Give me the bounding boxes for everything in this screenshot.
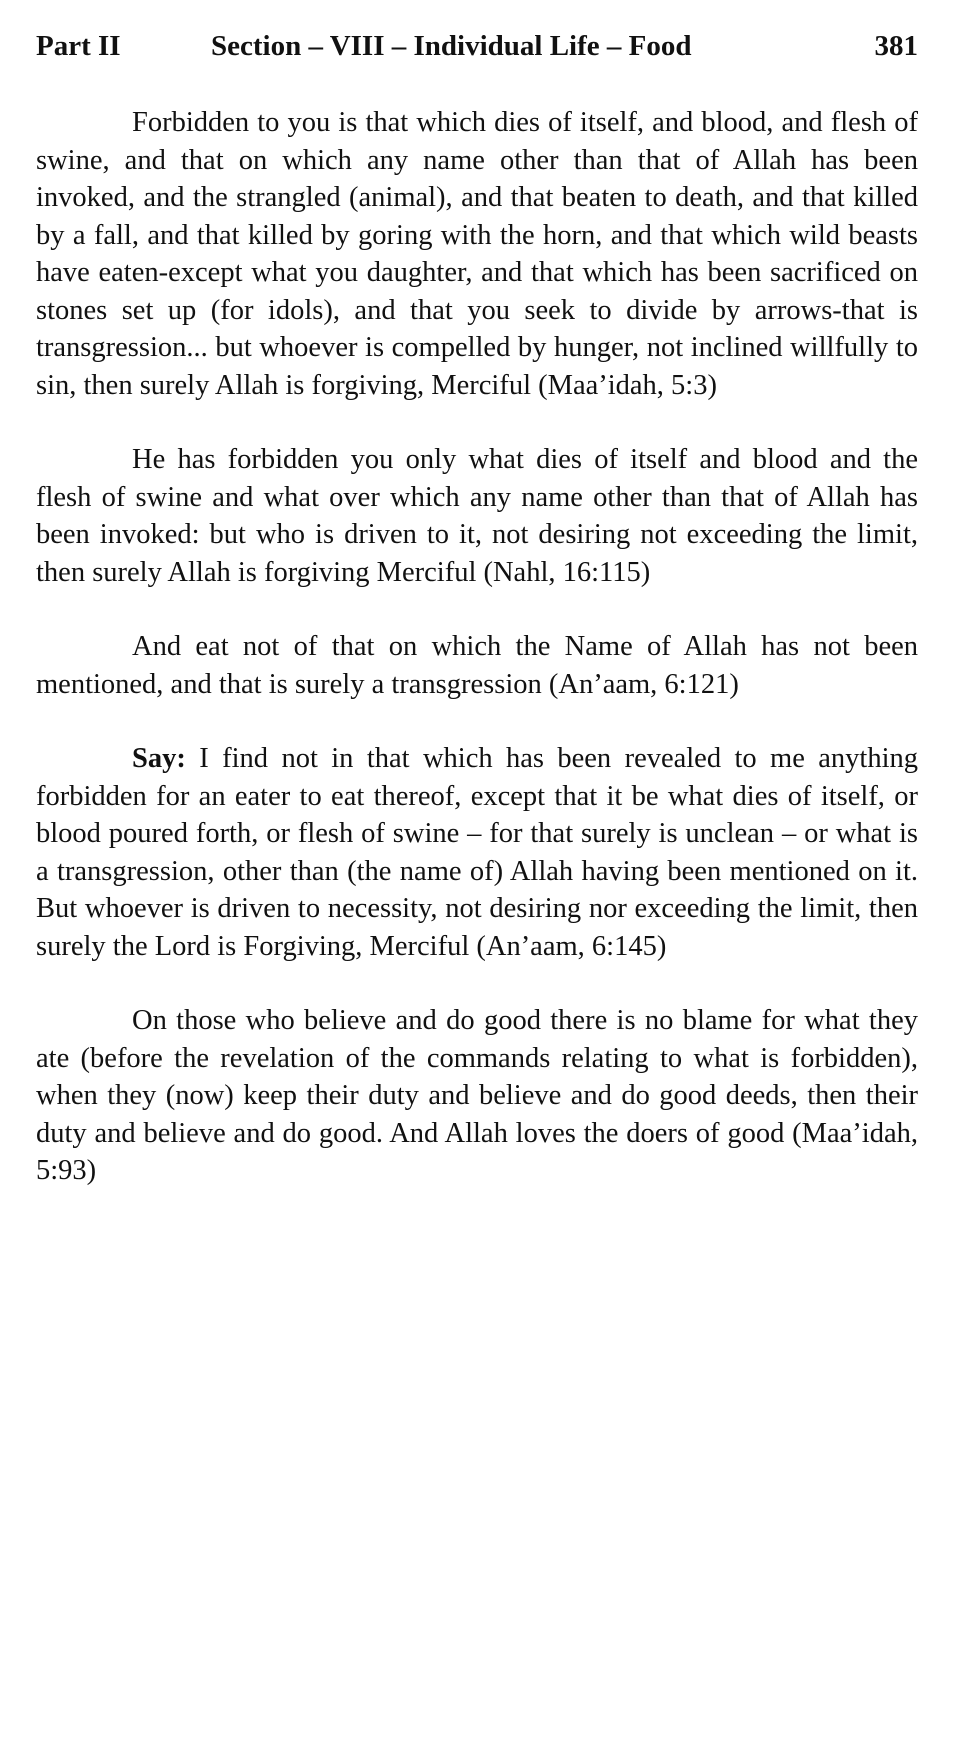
paragraph-3-text: And eat not of that on which the Name of Allah has not been mentioned, and that is surely a transgression (An’aam, 6:121): [36, 631, 918, 700]
header-part: Part II: [36, 30, 121, 62]
paragraph-5-text: On those who believe and do good there is no blame for what they ate (before the revelation of the commands relating to what is forbidden), when they (now) keep their duty and believe and do good deeds, then their duty and believe and do good. And Allah loves the doers of good (Maa’idah, 5:93): [36, 1005, 918, 1186]
paragraph-2-text: He has forbidden you only what dies of itself and blood and the flesh of swine and what over which any name other than that of Allah has been invoked: but who is driven to it, not desiring not exceeding the limit, then surely Allah is forgiving Merciful (Nahl, 16:115): [36, 444, 918, 588]
paragraph-2: [36, 441, 918, 591]
paragraph-4-text: I find not in that which has been revealed to me anything forbidden for an eater to eat thereof, except that it be what dies of itself, or blood poured forth, or flesh of swine – for that surely is unclean – or what is a transgression, other than (the name of) Allah having been mentioned on it. But whoever is driven to necessity, not desiring nor exceeding the limit, then surely the Lord is Forgiving, Merciful (An’aam, 6:145): [36, 743, 918, 962]
paragraph-5: [36, 1002, 918, 1190]
header-page-number: 381: [874, 30, 918, 62]
body-text: [36, 104, 918, 1227]
paragraph-3: [36, 628, 918, 703]
running-header: [36, 28, 918, 68]
header-section-title: Section – VIII – Individual Life – Food: [211, 30, 692, 62]
paragraph-4-lead-word: Say:: [132, 743, 186, 774]
paragraph-1-text: Forbidden to you is that which dies of itself, and blood, and flesh of swine, and that on which any name other than that of Allah has been invoked, and the strangled (animal), and that beaten to death, and that killed by a fall, and that killed by goring with the horn, and that which wild beasts have eaten-except what you daughter, and that which has been sacrificed on stones set up (for idols), and that you seek to divide by arrows-that is transgression... but whoever is compelled by hunger, not inclined willfully to sin, then surely Allah is forgiving, Merciful (Maa’idah, 5:3): [36, 107, 918, 401]
paragraph-1: [36, 104, 918, 404]
paragraph-4: [36, 740, 918, 965]
